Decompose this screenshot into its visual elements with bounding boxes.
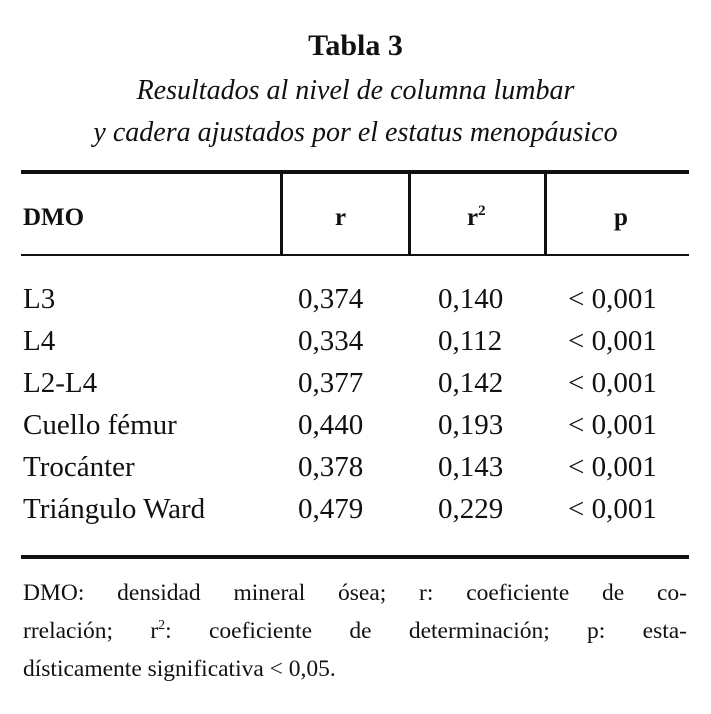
row-label: L3: [23, 283, 56, 315]
table-subtitle-line-2: y cadera ajustados por el estatus menopáusico: [93, 117, 618, 148]
row-r2-value: 0,193: [438, 409, 504, 441]
table-top-rule: [21, 170, 689, 174]
row-label: Cuello fémur: [23, 409, 177, 441]
row-label: Triángulo Ward: [23, 493, 206, 525]
table-row: [0, 320, 711, 362]
table-row: [0, 362, 711, 404]
footnote-line-2: [23, 612, 687, 650]
header-r2: [467, 198, 486, 238]
row-p-value: < 0,001: [568, 451, 657, 483]
footnote-superscript: 2: [158, 618, 166, 633]
row-r2-value: 0,229: [438, 493, 504, 525]
row-p-value: < 0,001: [568, 325, 657, 357]
footnote-line-2-end: : coeficiente de determinación; p: esta-: [165, 618, 687, 644]
header-r2-base: r: [467, 204, 479, 231]
table-row: [0, 488, 711, 530]
footnote-line-2-start: rrelación; r: [23, 618, 159, 644]
table-bottom-rule: [21, 555, 689, 559]
row-r-value: 0,377: [298, 367, 364, 399]
header-p: p: [614, 204, 628, 231]
table-title: Tabla 3: [308, 29, 403, 62]
table-row: [0, 278, 711, 320]
row-r2-value: 0,143: [438, 451, 504, 483]
row-r2-value: 0,142: [438, 367, 504, 399]
row-r2-value: 0,112: [438, 325, 503, 357]
row-r-value: 0,440: [298, 409, 364, 441]
row-r2-value: 0,140: [438, 283, 504, 315]
row-label: L2-L4: [23, 367, 98, 399]
row-r-value: 0,479: [298, 493, 364, 525]
table-header-rule: [21, 254, 689, 256]
column-divider: [408, 174, 411, 254]
row-p-value: < 0,001: [568, 493, 657, 525]
row-r-value: 0,334: [298, 325, 364, 357]
row-label: L4: [23, 325, 56, 357]
header-dmo: DMO: [23, 204, 85, 231]
footnote-line-3: dísticamente significativa < 0,05.: [23, 656, 336, 682]
row-p-value: < 0,001: [568, 409, 657, 441]
row-p-value: < 0,001: [568, 283, 657, 315]
row-r-value: 0,378: [298, 451, 364, 483]
row-label: Trocánter: [23, 451, 135, 483]
column-divider: [280, 174, 283, 254]
table-subtitle-line-1: Resultados al nivel de columna lumbar: [136, 75, 575, 106]
footnote-line-1: DMO: densidad mineral ósea; r: coeficiente de co-: [23, 580, 687, 606]
row-r-value: 0,374: [298, 283, 364, 315]
table-row: [0, 404, 711, 446]
header-r: r: [335, 204, 347, 231]
table-row: [0, 446, 711, 488]
column-divider: [544, 174, 547, 254]
table-footnote: [23, 574, 687, 688]
row-p-value: < 0,001: [568, 367, 657, 399]
header-r2-superscript: 2: [478, 203, 486, 219]
